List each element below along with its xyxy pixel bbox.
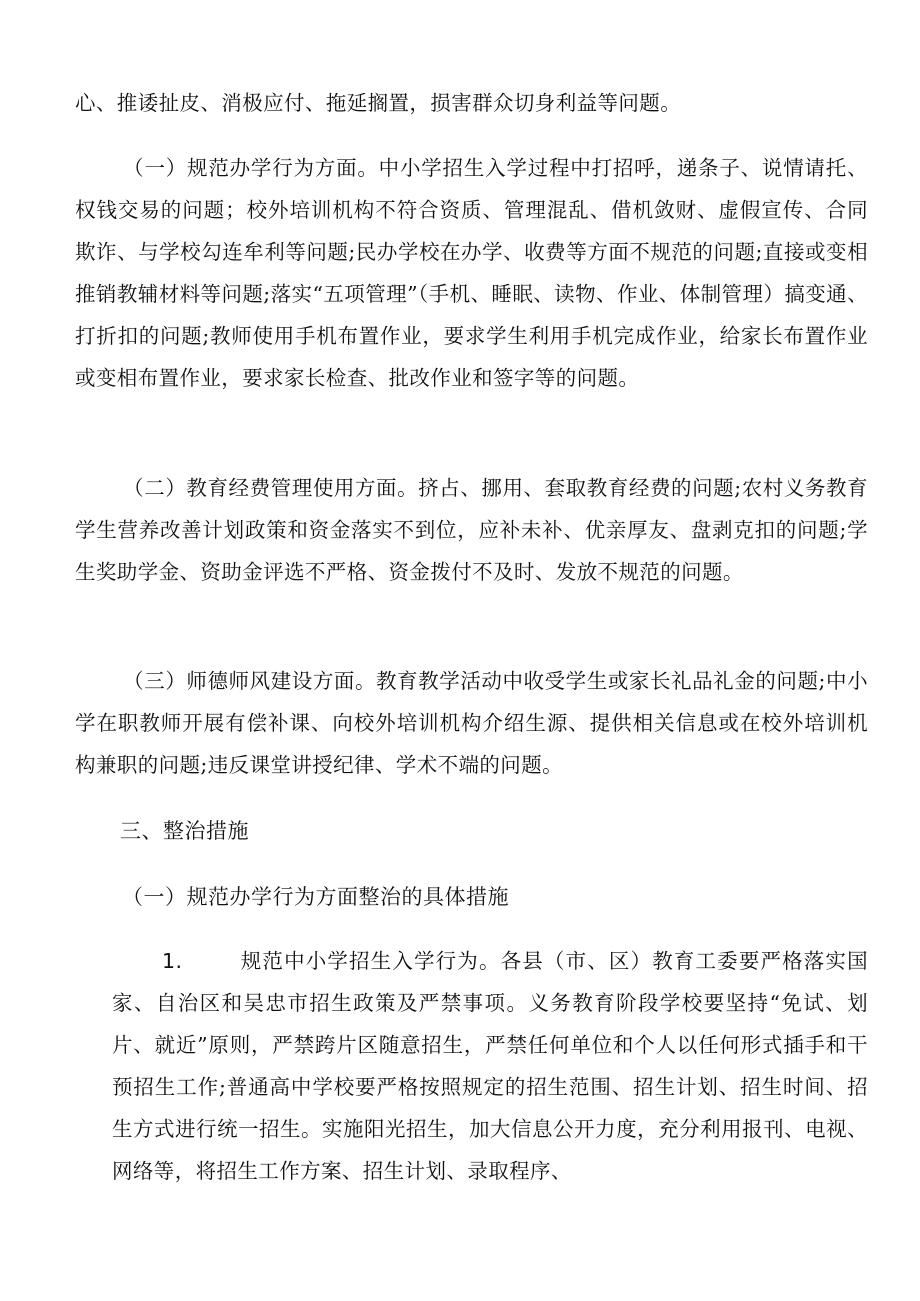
- section-heading: 三、整治措施: [120, 819, 249, 843]
- list-item-text: 规范中小学招生入学行为。各县（市、区）教育工委要严格落实国家、自治区和吴忠市招生政策及严禁事项。义务教育阶段学校要坚持“免试、划片、就近”原则，严禁跨片区随意招生，严禁任何单位和个人以任何形式插手和干预招生工作;普通高中学校要严格按照规定的招生范围、招生计划、招生时间、招生方式进行统一招生。实施阳光招生，加大信息公开力度，充分利用报刊、电视、网络等，将招生工作方案、招生计划、录取程序、: [112, 949, 868, 1183]
- list-item-number: 1.: [162, 949, 183, 973]
- paragraph-education-funds: （二）教育经费管理使用方面。挤占、挪用、套取教育经费的问题;农村义务教育学生营养改善计划政策和资金落实不到位，应补未补、优亲厚友、盘剥克扣的问题;学生奖助学金、资助金评选不严格、资金拨付不及时、发放不规范的问题。: [75, 476, 868, 584]
- paragraph-continuation: 心、推诿扯皮、消极应付、拖延搁置，损害群众切身利益等问题。: [75, 91, 682, 115]
- sub-heading: （一）规范办学行为方面整治的具体措施: [122, 885, 509, 909]
- paragraph-teacher-ethics: （三）师德师风建设方面。教育教学活动中收受学生或家长礼品礼金的问题;中小学在职教师开展有偿补课、向校外培训机构介绍生源、提供相关信息或在校外培训机构兼职的问题;违反课堂讲授纪律、学术不端的问题。: [75, 669, 868, 777]
- paragraph-school-conduct: （一）规范办学行为方面。中小学招生入学过程中打招呼，递条子、说情请托、权钱交易的问题；校外培训机构不符合资质、管理混乱、借机敛财、虚假宣传、合同欺诈、与学校勾连牟利等问题;民办学校在办学、收费等方面不规范的问题;直接或变相推销教辅材料等问题;落实“五项管理”（手机、睡眠、读物、作业、体制管理）搞变通、打折扣的问题;教师使用手机布置作业，要求学生利用手机完成作业，给家长布置作业或变相布置作业，要求家长检查、批改作业和签字等的问题。: [75, 156, 868, 390]
- list-item: [112, 940, 868, 1192]
